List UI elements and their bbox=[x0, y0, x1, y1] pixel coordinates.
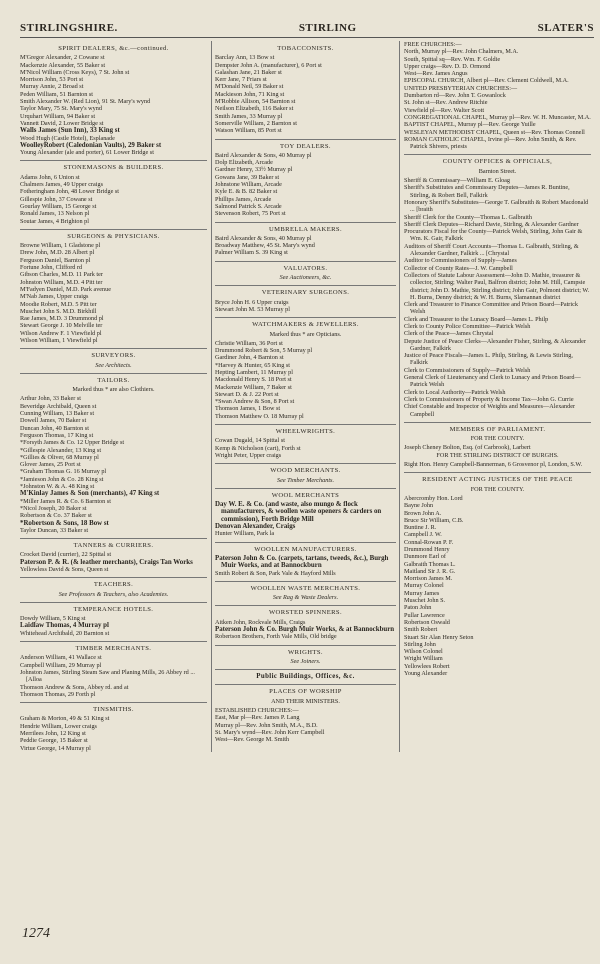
directory-entry: Thomson Andrew & Sons, Abbey rd. and at bbox=[20, 683, 129, 691]
directory-entry: Mackenzie William, 7 Baker st bbox=[215, 383, 292, 391]
directory-entry: Campbell William, 29 Murray pl bbox=[20, 661, 102, 669]
section-heading: COUNTY OFFICES & OFFICIALS, bbox=[404, 154, 591, 165]
cross-reference: See Timber Merchants. bbox=[277, 476, 334, 484]
directory-entry: Virtue George, 14 Murray pl bbox=[20, 744, 91, 752]
directory-entry: Mackieson John, 71 King st bbox=[215, 90, 285, 98]
directory-entry: Moodie Robert, M.D. 5 Pitt ter bbox=[20, 300, 97, 308]
directory-entry: Fortune John, Clifford rd bbox=[20, 264, 83, 272]
directory-entry: Pullar Lawrence bbox=[404, 611, 445, 619]
directory-entry: Mackenzie Alexander, 55 Baker st bbox=[20, 61, 106, 69]
directory-entry: Crocket David (currier), 22 Spittal st bbox=[20, 551, 112, 559]
directory-entry: Vannett David, 2 Lower Bridge st bbox=[20, 119, 104, 127]
directory-entry: *Harvey & Hunter, 65 King st bbox=[215, 361, 291, 369]
directory-entry: M'Robbie Allison, 54 Barnton st bbox=[215, 98, 296, 106]
section-heading: VALUATORS. bbox=[215, 261, 396, 272]
directory-entry: Campbell J. W. bbox=[404, 531, 442, 539]
directory-entry: Yellowless David & Sons, Queen st bbox=[20, 566, 109, 573]
cross-reference: See Architects. bbox=[95, 361, 132, 369]
section-note: Marked thus * are also Clothiers. bbox=[72, 386, 155, 394]
header-town: STIRLING bbox=[298, 22, 357, 34]
directory-entry: Palmer William S. 39 King st bbox=[215, 249, 288, 257]
directory-entry: Muschet John S. M.D. Birkhill bbox=[20, 307, 97, 315]
directory-entry: M'Nab James, Upper craigs bbox=[20, 293, 89, 301]
directory-entry: Soutar James, 4 Brighton pl bbox=[20, 217, 89, 225]
directory-entry: West—Rev. James Angus bbox=[404, 70, 468, 78]
directory-entry: Gourlay William, 15 George st bbox=[20, 202, 97, 210]
directory-entry: Johnston James, Stirling Steam Saw and Planing Mills, 26 Abbey rd ... [Alloa bbox=[20, 668, 195, 684]
cross-reference: See Joiners. bbox=[290, 657, 321, 665]
directory-entry: Sheriff Clerk Deputes—Richard Davie, Stirling, & Alexander Gardner bbox=[404, 220, 579, 228]
directory-entry: Arthur John, 33 Baker st bbox=[20, 395, 82, 403]
directory-entry: UNITED PRESBYTERIAN CHURCHES:— bbox=[404, 84, 518, 92]
directory-entry: Urquhart William, 94 Baker st bbox=[20, 112, 96, 120]
directory-entry: Stewart George J. 10 Melville ter bbox=[20, 322, 103, 330]
header-publisher: SLATER'S bbox=[537, 22, 594, 34]
directory-entry: Smith Robert bbox=[404, 626, 438, 634]
cross-reference: See Professors & Teachers, also Academies. bbox=[58, 590, 169, 598]
section-heading: VETERINARY SURGEONS. bbox=[215, 285, 396, 296]
directory-entry: South, Spittal sq—Rev. Wm. F. Goldie bbox=[404, 55, 501, 63]
directory-entry: Sheriff & Commissary—William E. Gloag bbox=[404, 177, 511, 185]
directory-entry: *Swan Andrew & Son, 8 Port st bbox=[215, 398, 295, 406]
directory-entry: St. John st—Rev. Andrew Ritchie bbox=[404, 99, 488, 107]
directory-entry: Robertson Brothers, Forth Vale Mills, Old bridge bbox=[215, 633, 337, 641]
cross-reference: See Rag & Waste Dealers. bbox=[272, 594, 339, 602]
directory-entry: Chief Constable and Inspector of Weights and Measures—Alexander Campbell bbox=[404, 403, 576, 418]
directory-entry: EPISCOPAL CHURCH, Albert pl—Rev. Clement Coldwell, M.A. bbox=[404, 77, 569, 85]
directory-entry: Stewart D. & J. 22 Port st bbox=[215, 390, 279, 398]
section-heading: SPIRIT DEALERS, &c.—continued. bbox=[58, 45, 169, 52]
directory-entry: *Miller James R. & Co. 6 Barnton st bbox=[20, 497, 111, 505]
directory-entry: Ferguson Thomas, 17 King st bbox=[20, 431, 94, 439]
section-heading: STONEMASONS & BUILDERS. bbox=[20, 160, 207, 171]
section-heading: WRIGHTS. bbox=[215, 645, 396, 656]
directory-entry: Aitken John, Rockvale Mills, Craigs bbox=[215, 618, 306, 626]
section-heading: RESIDENT ACTING JUSTICES OF THE PEACE bbox=[404, 472, 591, 483]
directory-entry: Thomson James, 1 Bow st bbox=[215, 405, 281, 413]
directory-entry: ESTABLISHED CHURCHES:— bbox=[215, 707, 299, 715]
directory-entry: Clerk to Local Authority—Patrick Welsh bbox=[404, 388, 506, 396]
directory-entry: Glover James, 25 Port st bbox=[20, 461, 81, 469]
directory-entry: Young Alexander bbox=[404, 670, 448, 678]
directory-entry: Gibson Charles, M.D. 11 Park ter bbox=[20, 271, 103, 279]
directory-entry: Beveridge Archibald, Queen st bbox=[20, 402, 97, 410]
directory-entry: Dumbarton rd—Rev. John T. Gowanlock bbox=[404, 92, 506, 100]
directory-entry: Depute Justice of Peace Clerks—Alexander Fisher, Stirling, & Alexander Gardner, Falkirk bbox=[404, 337, 586, 352]
section-heading: TANNERS & CURRIERS. bbox=[20, 538, 207, 549]
column-right bbox=[404, 41, 591, 752]
directory-entry: Salmond Patrick S. Arcade bbox=[215, 202, 282, 210]
directory-entry: Day W. E. & Co. (and waste, also mungo & flock manufacturers, & woollen waste openers & carders on commission), Forth Bridge Mill bbox=[215, 501, 382, 523]
section-heading: TOBACCONISTS. bbox=[277, 45, 334, 52]
directory-entry: Young Alexander (ale and porter), 61 Lower Bridge st bbox=[20, 149, 154, 157]
directory-entry: M'Fadyen Daniel, M.D. Park avenue bbox=[20, 285, 111, 293]
directory-entry: Murray pl—Rev. John Smith, M.A., B.D. bbox=[215, 721, 318, 729]
directory-entry: Barclay Ann, 13 Bow st bbox=[215, 54, 275, 62]
directory-entry: Dowell James, 70 Baker st bbox=[20, 417, 87, 425]
directory-entry: Duncan John, 40 Barnton st bbox=[20, 424, 89, 432]
directory-entry: *Nicol Joseph, 20 Baker st bbox=[20, 504, 87, 512]
directory-entry: Murray Annie, 2 Broad st bbox=[20, 83, 84, 91]
directory-entry: CONGREGATIONAL CHAPEL, Murray pl—Rev. W. H. Muncaster, M.A. bbox=[404, 113, 591, 121]
directory-entry: Clerk to Commissioners of Property & Income Tax—John G. Currie bbox=[404, 395, 574, 403]
section-heading: SURGEONS & PHYSICIANS. bbox=[20, 229, 207, 240]
directory-entry: Murray Colonel bbox=[404, 582, 444, 590]
section-heading: WOOD MERCHANTS. bbox=[215, 463, 396, 474]
directory-entry: Collectors of Statute Labour Assessment—John D. Mathie, treasurer & collector, Stirling; Walter Paul, Balfron district; John M. Hill, Campsie district; John D. Mathie, Stirling district; John Gair, Polmont district; W. H. Burns, Denny district; & W. H. Burns, Slamannan district bbox=[404, 271, 590, 301]
section-heading: WORSTED SPINNERS. bbox=[215, 605, 396, 616]
directory-entry: Clerk of the Peace—James Chrystal bbox=[404, 330, 494, 338]
directory-entry: Buntine J. R. bbox=[404, 524, 437, 532]
section-note: FOR THE COUNTY. bbox=[470, 485, 525, 493]
directory-entry: Fotheringham John, 48 Lower Bridge st bbox=[20, 188, 119, 196]
directory-entry: Laidlaw Thomas, 4 Murray pl bbox=[20, 622, 109, 630]
directory-entry: Anderson William, 41 Wallace st bbox=[20, 654, 102, 662]
section-note: FOR THE STIRLING DISTRICT OF BURGHS. bbox=[436, 451, 559, 459]
directory-entry: Upper craigs—Rev. D. D. Ormond bbox=[404, 62, 491, 70]
directory-entry: Gardiner John, 4 Barnton st bbox=[215, 354, 284, 362]
directory-entry: Macdonald Henry S. 18 Port st bbox=[215, 376, 292, 384]
directory-entry: Dowdy William, 5 King st bbox=[20, 615, 86, 623]
directory-entry: Taylor Duncan, 33 Baker st bbox=[20, 526, 89, 534]
directory-entry: Chalmers James, 49 Upper craigs bbox=[20, 181, 103, 189]
section-heading: TAILORS. bbox=[20, 373, 207, 384]
section-note: FOR THE COUNTY. bbox=[470, 435, 525, 443]
directory-entry: *Johnston W. & A. 48 King st bbox=[20, 483, 95, 491]
directory-entry: Thomson Matthew O. 18 Murray pl bbox=[215, 412, 304, 420]
section-heading: UMBRELLA MAKERS. bbox=[215, 222, 396, 233]
directory-entry: M'Kinlay James & Son (merchants), 47 King st bbox=[20, 490, 160, 498]
section-heading: TEMPERANCE HOTELS. bbox=[20, 602, 207, 613]
directory-entry: Stirling John bbox=[404, 640, 436, 648]
section-heading: WATCHMAKERS & JEWELLERS. bbox=[215, 317, 396, 328]
directory-entry: Rae James, M.D. 3 Drummond pl bbox=[20, 315, 104, 323]
directory-entry: Dolp Elizabeth, Arcade bbox=[215, 159, 273, 167]
directory-entry: FREE CHURCHES:— bbox=[404, 41, 462, 48]
directory-entry: Sheriff Clerk for the County—Thomas L. Galbraith bbox=[404, 213, 532, 221]
directory-entry: Watson William, 85 Port st bbox=[215, 127, 282, 135]
directory-entry: Kerr Jane, 7 Friars st bbox=[215, 76, 267, 84]
column-left bbox=[20, 41, 207, 752]
directory-entry: Peddie George, 15 Baker st bbox=[20, 737, 88, 745]
directory-entry: Graham & Morton, 49 & 51 King st bbox=[20, 715, 110, 723]
directory-entry: Gardner Henry, 33½ Murray pl bbox=[215, 166, 293, 174]
directory-entry: Auditor to Commissioners of Supply—James bbox=[404, 257, 517, 265]
section-note: AND THEIR MINISTERS. bbox=[271, 697, 340, 705]
directory-entry: Paton John bbox=[404, 604, 432, 612]
directory-entry: *Robertson & Sons, 18 Bow st bbox=[20, 519, 109, 527]
section-heading: PLACES OF WORSHIP bbox=[215, 684, 396, 695]
section-note: Barnton Street. bbox=[478, 167, 517, 175]
directory-entry: Abercromby Hon. Lord bbox=[404, 494, 463, 502]
section-heading: WHEELWRIGHTS. bbox=[215, 424, 396, 435]
directory-entry: BAPTIST CHAPEL, Murray pl—Rev. George Yuille bbox=[404, 121, 536, 129]
section-heading: TINSMITHS. bbox=[20, 702, 207, 713]
directory-entry: Viewfield pl—Rev. Walter Scott bbox=[404, 106, 485, 114]
directory-entry: Murray James bbox=[404, 589, 440, 597]
directory-entry: St. Mary's wynd—Rev. John Kerr Campbell bbox=[215, 728, 325, 736]
directory-entry: Gowans Jane, 39 Baker st bbox=[215, 173, 280, 181]
section-heading: SURVEYORS. bbox=[20, 348, 207, 359]
directory-entry: Peden William, 51 Barnton st bbox=[20, 90, 94, 98]
directory-entry: Justice of Peace Fiscals—James L. Philp, Stirling, & Lewis Stirling, Falkirk bbox=[404, 352, 573, 367]
directory-entry: Smith Robert & Son, Park Vale & Hayford Mills bbox=[215, 569, 336, 577]
directory-entry: M'Donald Neil, 59 Baker st bbox=[215, 83, 284, 91]
directory-entry: Wright William bbox=[404, 655, 443, 663]
directory-entry: Gillespie John, 37 Cowane st bbox=[20, 195, 93, 203]
section-heading: Public Buildings, Offices, &c. bbox=[215, 669, 396, 680]
directory-entry: Yellowlees Robert bbox=[404, 662, 450, 670]
directory-entry: Paterson John & Co. (carpets, tartans, tweeds, &c.), Burgh Muir Works, and at Bannockburn bbox=[215, 554, 389, 570]
directory-entry: Robertson Oswald bbox=[404, 618, 450, 626]
directory-entry: Drummond Henry bbox=[404, 546, 450, 553]
directory-entry: Thomson Thomas, 29 Forth pl bbox=[20, 690, 96, 698]
header-county: STIRLINGSHIRE. bbox=[20, 22, 118, 34]
directory-entry: *Gillies & Oliver, 68 Murray pl bbox=[20, 453, 99, 461]
directory-entry: Stevenson Robert, 75 Port st bbox=[215, 210, 286, 218]
directory-entry: Bryce John H. 6 Upper craigs bbox=[215, 298, 289, 306]
directory-entry: Wilson Colonel bbox=[404, 648, 443, 656]
directory-entry: East, Mar pl—Rev. James P. Lang bbox=[215, 714, 300, 722]
directory-entry: Wilson Andrew F. 1 Viewfield pl bbox=[20, 329, 102, 337]
directory-entry: Joseph Cheney Bolton, Esq. (of Carbrook), Larbert bbox=[404, 444, 531, 452]
directory-entry: Ferguson Daniel, Barnton pl bbox=[20, 256, 91, 264]
column-middle bbox=[211, 41, 400, 752]
directory-entry: Baird Alexander & Sons, 40 Murray pl bbox=[215, 234, 312, 242]
directory-entry: Ronald James, 13 Nelson pl bbox=[20, 210, 90, 218]
directory-entry: Drummond Robert & Son, 5 Murray pl bbox=[215, 347, 313, 355]
directory-entry: Walls James (Sun Inn), 33 King st bbox=[20, 127, 120, 135]
section-heading: WOOL MERCHANTS bbox=[215, 488, 396, 499]
directory-entry: Stewart John M. 53 Murray pl bbox=[215, 305, 290, 313]
directory-entry: Kyle E. & B. 82 Baker st bbox=[215, 188, 278, 196]
directory-entry: Browne William, 1 Gladstone pl bbox=[20, 242, 101, 250]
directory-entry: Clerk to Commissioners of Supply—Patrick Welsh bbox=[404, 366, 531, 374]
directory-entry: Dunmore Earl of bbox=[404, 553, 446, 561]
section-note: Marked thus * are Opticians. bbox=[269, 330, 342, 338]
directory-entry: Morrison James M. bbox=[404, 575, 453, 583]
directory-entry: Drew John, M.D. 28 Albert pl bbox=[20, 249, 95, 257]
directory-entry: West—Rev. George M. Smith bbox=[215, 736, 290, 744]
directory-entry: Clerk and Treasurer to Finance Committee and Prison Board—Patrick Welsh bbox=[404, 301, 578, 316]
section-heading: MEMBERS OF PARLIAMENT. bbox=[404, 422, 591, 433]
directory-entry: Cunning William, 13 Baker st bbox=[20, 410, 95, 418]
directory-entry: Paterson P. & R. (& leather merchants), Craigs Tan Works bbox=[20, 558, 193, 566]
directory-entry: ROMAN CATHOLIC CHAPEL, Irvine pl—Rev. John Smith, & Rev. Patrick Shivers, priests bbox=[404, 135, 577, 151]
directory-entry: *Graham Thomas G. 16 Murray pl bbox=[20, 468, 107, 476]
directory-entry: Clerk to County Police Committee—Patrick Welsh bbox=[404, 322, 531, 330]
directory-entry: Sheriff's Substitutes and Commissary Deputes—James R. Buntine, Stirling, & Robert Bell, Falkirk bbox=[404, 184, 570, 199]
directory-entry: *Gillespie Alexander, 13 King st bbox=[20, 446, 102, 454]
section-heading: TEACHERS. bbox=[20, 577, 207, 588]
directory-entry: Adams John, 6 Union st bbox=[20, 173, 80, 181]
directory-entry: Kemp & Nicholson (cart), Forth st bbox=[215, 444, 301, 452]
section-heading: WOOLLEN WASTE MERCHANTS. bbox=[215, 581, 396, 592]
directory-entry: Johnston William, M.D. 4 Pitt ter bbox=[20, 278, 103, 286]
section-heading: TIMBER MERCHANTS. bbox=[20, 641, 207, 652]
directory-entry: Neilson Elizabeth, 116 Baker st bbox=[215, 105, 294, 113]
directory-entry: Galbraith Thomas L. bbox=[404, 560, 456, 568]
directory-entry: Hendrie William, Lower craigs bbox=[20, 722, 97, 730]
directory-entry: Right Hon. Henry Campbell-Bannerman, 6 Grosvenor pl, London, S.W. bbox=[404, 461, 583, 469]
directory-entry: Bayne John bbox=[404, 502, 434, 510]
directory-entry: WESLEYAN METHODIST CHAPEL, Queen st—Rev. Thomas Connell bbox=[404, 128, 585, 136]
directory-entry: Somerville William, 2 Barnton st bbox=[215, 119, 297, 127]
directory-entry: M'Gregor Alexander, 2 Cowane st bbox=[20, 54, 105, 62]
directory-entry: Broadway Matthew, 45 St. Mary's wynd bbox=[215, 242, 315, 250]
directory-entry: Denovan Alexander, Craigs bbox=[215, 523, 296, 531]
directory-entry: Taylor Mary, 75 St. Mary's wynd bbox=[20, 105, 102, 113]
directory-entry: Merrilees John, 12 King st bbox=[20, 730, 86, 738]
directory-entry: Clerk and Treasurer to the Lunacy Board—James L. Philp bbox=[404, 315, 549, 323]
directory-entry: Baird Alexander & Sons, 40 Murray pl bbox=[215, 151, 312, 159]
directory-entry: Galashan Jane, 21 Baker st bbox=[215, 68, 282, 76]
directory-entry: Brown John A. bbox=[404, 509, 442, 517]
directory-entry: WoolleyRobert (Caledonian Vaults), 29 Baker st bbox=[20, 141, 162, 149]
directory-entry: Auditors of Sheriff Court Accounts—Thomas L. Galbraith, Stirling, & Alexander Gardner, Falkirk ... [Chrystal bbox=[404, 242, 579, 258]
directory-entry: General Clerk of Lieutenancy and Clerk to Lunacy and Prison Board—Patrick Welsh bbox=[404, 374, 581, 389]
directory-entry: Bruce Sir William, C.B. bbox=[404, 516, 464, 524]
directory-entry: Paterson John & Co. Burgh Muir Works, & at Bannockburn bbox=[215, 626, 395, 633]
directory-entry: Maitland Sir J. R. G. bbox=[404, 567, 456, 575]
directory-entry: Honorary Sheriff's Substitutes—George T. Galbraith & Robert Macdonald ... [braith bbox=[404, 198, 589, 214]
page-number: 1274 bbox=[22, 926, 50, 941]
directory-entry: *Forsyth James & Co. 12 Upper Bridge st bbox=[20, 439, 125, 447]
directory-entry: Procurators Fiscal for the County—Patrick Welsh, Stirling, John Gair & Wm. K. Gair, Falkirk bbox=[404, 228, 583, 243]
section-heading: TOY DEALERS. bbox=[215, 139, 396, 150]
directory-entry: Phillips James, Arcade bbox=[215, 195, 272, 203]
directory-entry: North, Murray pl—Rev. John Chalmers, M.A. bbox=[404, 48, 519, 56]
directory-entry: Hunter William, Park la bbox=[215, 530, 275, 538]
directory-entry: Muschet John S. bbox=[404, 597, 446, 605]
directory-entry: Wright Peter, Upper craigs bbox=[215, 451, 282, 459]
cross-reference: See Auctioneers, &c. bbox=[279, 274, 332, 282]
section-heading: WOOLLEN MANUFACTURERS. bbox=[215, 542, 396, 553]
running-header bbox=[20, 22, 594, 38]
directory-entry: Smith Alexander W. (Red Lion), 91 St. Mary's wynd bbox=[20, 98, 151, 106]
directory-entry: Connal-Rowan P. F. bbox=[404, 538, 454, 546]
directory-entry: Robertson & Co. 37 Baker st bbox=[20, 512, 92, 520]
columns bbox=[20, 41, 594, 752]
directory-entry: Collector of County Rates—J. W. Campbell bbox=[404, 264, 513, 272]
directory-entry: Christie William, 36 Port st bbox=[215, 339, 283, 347]
directory-entry: Smith James, 33 Murray pl bbox=[215, 112, 283, 120]
directory-entry: Whitehead Archibald, 20 Barnton st bbox=[20, 629, 110, 637]
directory-entry: Hepting Lambert, 11 Murray pl bbox=[215, 368, 293, 376]
directory-entry: Stuart Sir Alan Henry Seton bbox=[404, 633, 474, 641]
directory-entry: Wilson William, 1 Viewfield pl bbox=[20, 336, 98, 344]
directory-entry: Johnstone William, Arcade bbox=[215, 181, 282, 189]
directory-entry: Cowan Dugald, 14 Spittal st bbox=[215, 437, 285, 445]
directory-entry: Dempster John A. (manufacturer), 6 Port st bbox=[215, 61, 322, 69]
directory-entry: Morrison John, 53 Port st bbox=[20, 76, 84, 84]
directory-entry: *Jamieson John & Co. 28 King st bbox=[20, 475, 104, 483]
directory-entry: Wood Hugh (Castle Hotel), Esplanade bbox=[20, 134, 115, 142]
directory-entry: M'Nicol William (Cross Keys), 7 St. John st bbox=[20, 68, 130, 76]
